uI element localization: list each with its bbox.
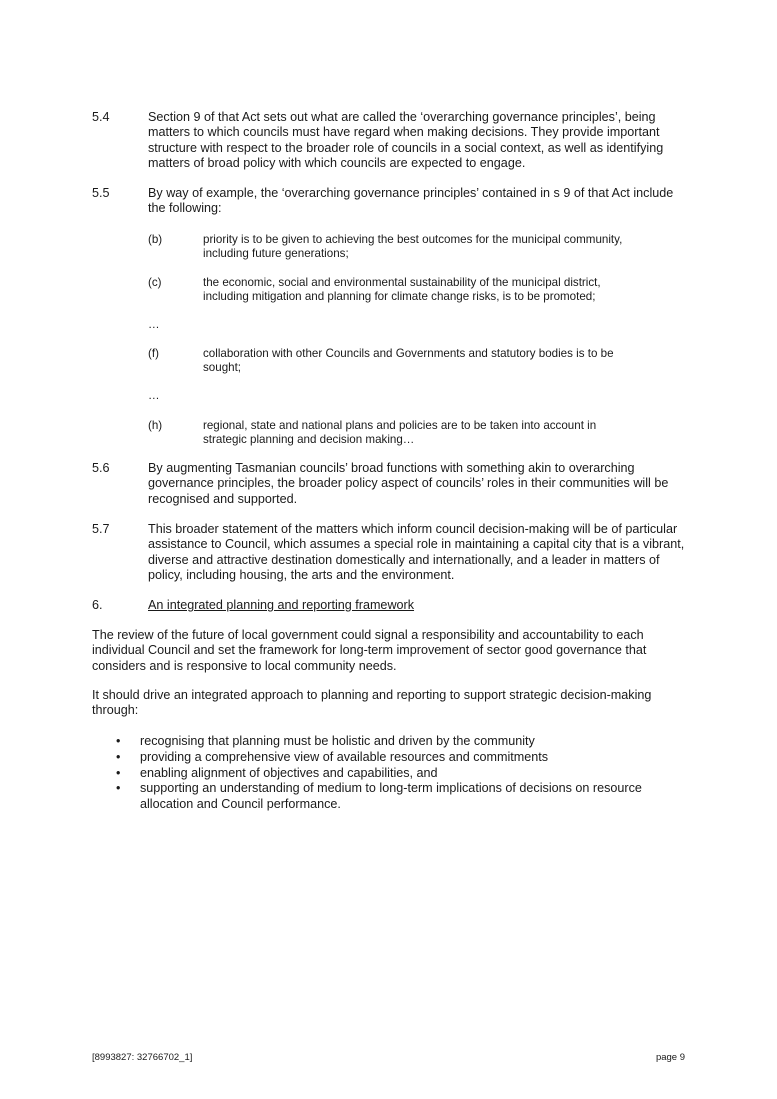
bullet-icon: • (116, 749, 121, 764)
principle-item-b (148, 233, 628, 261)
principle-item-f (148, 347, 628, 375)
principle-text: the economic, social and environmental sustainability of the municipal district, including mitigation and planning for climate change risks, is to be promoted; (203, 276, 601, 303)
paragraph-5-6 (92, 461, 692, 507)
omission-ellipsis: … (148, 318, 160, 331)
paragraph-text: By way of example, the ‘overarching governance principles’ contained in s 9 of that Act include the following: (148, 186, 674, 216)
paragraph-number: 5.6 (92, 461, 110, 475)
paragraph-5-4 (92, 110, 692, 172)
paragraph-number: 5.4 (92, 110, 110, 124)
principle-label: (b) (148, 233, 163, 246)
paragraph-text: Section 9 of that Act sets out what are called the ‘overarching governance principles’, being matters to which councils must have regard when making decisions. They provide important structure with respect to the broader role of councils in a social context, as well as identifying matters of broad policy with which councils are expected to engage. (148, 110, 664, 171)
section-paragraph-1: The review of the future of local government could signal a responsibility and accountability to each individual Council and set the framework for long-term improvement of sector good governance that considers and is responsive to local community needs. (92, 628, 647, 673)
omission-ellipsis: … (148, 389, 160, 402)
bullet-icon: • (116, 734, 121, 748)
section-title: An integrated planning and reporting framework (148, 598, 415, 612)
paragraph-5-7 (92, 522, 692, 584)
bullet-icon: • (116, 781, 121, 796)
footer-doc-ref: [8993827: 32766702_1] (92, 1052, 193, 1063)
section-number: 6. (92, 598, 103, 612)
principle-text: collaboration with other Councils and Governments and statutory bodies is to be sought; (203, 347, 614, 374)
section-heading (92, 598, 415, 613)
paragraph-text: By augmenting Tasmanian councils’ broad functions with something akin to overarching governance principles, the broader policy aspect of councils’ roles in their communities will be recognised and supported. (148, 461, 669, 506)
section-paragraph-2: It should drive an integrated approach to planning and reporting to support strategic decision-making through: (92, 688, 652, 718)
footer-page-number: page 9 (655, 1052, 685, 1063)
principle-label: (c) (148, 276, 162, 289)
paragraph-5-5 (92, 186, 692, 217)
list-item: • recognising that planning must be holistic and driven by the community (116, 734, 535, 748)
principle-text: priority is to be given to achieving the best outcomes for the municipal community, including future generations; (203, 233, 623, 260)
principle-item-h (148, 419, 628, 447)
paragraph-number: 5.7 (92, 522, 110, 536)
bullet-list (92, 734, 692, 813)
list-item: • providing a comprehensive view of available resources and commitments (116, 749, 549, 764)
principle-label: (f) (148, 347, 159, 360)
principle-label: (h) (148, 419, 163, 432)
list-item: • supporting an understanding of medium to long-term implications of decisions on resource allocation and Council performance. (116, 781, 642, 812)
paragraph-text: This broader statement of the matters which inform council decision-making will be of particular assistance to Council, which assumes a special role in maintaining a capital city that is a vibrant, diverse and attractive destination domestically and internationally, and a leader in matters of policy, including housing, the arts and the environment. (148, 522, 685, 583)
list-item: • enabling alignment of objectives and capabilities, and (116, 765, 438, 780)
bullet-icon: • (116, 765, 121, 780)
principle-text: regional, state and national plans and policies are to be taken into account in strategic planning and decision making… (203, 419, 597, 446)
paragraph-number: 5.5 (92, 186, 110, 200)
principle-item-c (148, 276, 628, 304)
